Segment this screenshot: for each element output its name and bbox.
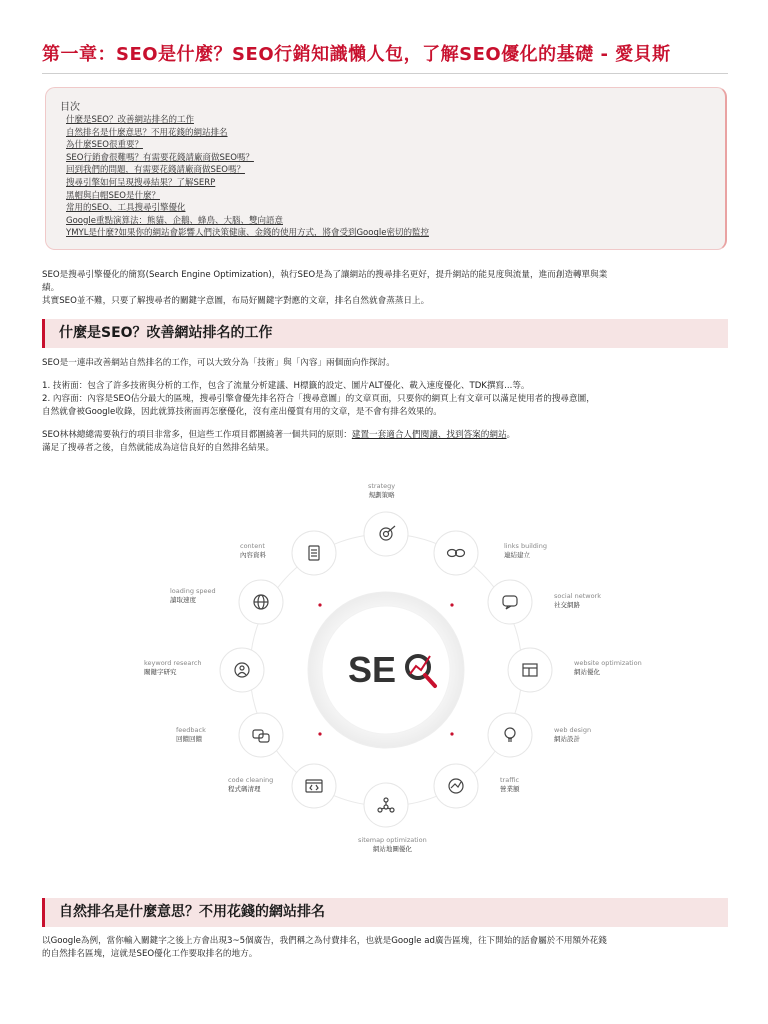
node-label-zh: 網站設計 [554, 735, 580, 743]
node-label-zh: 社交網路 [554, 601, 580, 609]
node-label-en: content [240, 542, 265, 550]
node-label [358, 836, 427, 854]
node-label-en: keyword research [144, 659, 202, 667]
node-label [144, 659, 202, 677]
toc-link[interactable]: 為什麼SEO很重要？ [66, 140, 143, 151]
node-label [176, 726, 206, 744]
list-line: 自然就會被Google收錄，因此就算技術面再怎麼優化，沒有產出優質有用的文章，是不會有排名效果的。 [42, 407, 442, 417]
page-title: 第一章：SEO是什麼？SEO行銷知識懶人包，了解SEO優化的基礎 - 愛貝斯 [42, 44, 671, 65]
section2-line: 以Google為例，當你輸入關鍵字之後上方會出現3~5個廣告，我們稱之為付費排名，也就是Google ad廣告區塊，往下開始的話會屬於不用額外花錢 [42, 936, 607, 946]
chat-heart-node [488, 580, 532, 624]
toc-link[interactable]: 回到我們的問題，有需要花錢請廠商做SEO嗎？ [66, 165, 245, 176]
section1-principle [42, 429, 732, 455]
node-label [504, 542, 547, 560]
node-label-en: web design [554, 726, 592, 734]
node-label [240, 542, 266, 560]
seo-diagram [42, 462, 728, 880]
toc-link[interactable]: Google重點演算法：熊貓、企鵝、蜂鳥、大腦、雙向語意 [66, 215, 283, 226]
section-heading: 自然排名是什麼意思？不用花錢的網站排名 [42, 898, 728, 927]
center-seo-text: SE [347, 649, 397, 690]
section1-paragraph: SEO是一連串改善網站自然排名的工作，可以大致分為「技術」與「內容」兩個面向作探討。 [42, 358, 395, 368]
toc-link[interactable]: 黑帽與白帽SEO是什麼？ [66, 190, 160, 201]
section1-list [42, 380, 732, 419]
node-circle [508, 648, 552, 692]
ring-accent-dot [450, 732, 453, 735]
toc-link[interactable]: 什麼是SEO？改善網站排名的工作 [66, 115, 194, 125]
node-label-en: code cleaning [228, 776, 274, 784]
toc-item [66, 127, 711, 140]
toc-item [66, 190, 711, 203]
node-label [554, 726, 591, 744]
node-label [368, 482, 395, 500]
toc-item [66, 139, 711, 152]
intro-line: 績。 [42, 283, 60, 293]
intro-paragraph [42, 269, 732, 308]
node-label-zh: 網站地圖優化 [372, 845, 412, 853]
list-line: 1. 技術面：包含了許多技術與分析的工作，包含了流量分析建議、H標籤的設定、圖片ALT優化、載入速度優化、TDK撰寫...等。 [42, 381, 530, 391]
principle-line: 滿足了搜尋者之後，自然就能成為這信良好的自然排名結果。 [42, 443, 275, 453]
node-label-en: feedback [176, 726, 206, 734]
toc-link[interactable]: YMYL是什麼?如果你的網站會影響人們決策健康、金錢的使用方式，將會受到Google密切的監控 [66, 228, 429, 239]
code-node [292, 764, 336, 808]
section2-paragraph [42, 935, 732, 961]
infinity-node [434, 531, 478, 575]
toc-link[interactable]: 自然排名是什麼意思？不用花錢的網站排名 [66, 127, 228, 138]
target-node [364, 512, 408, 556]
toc-item [66, 114, 711, 127]
node-circle [434, 764, 478, 808]
principle-text: SEO林林總總需要執行的項目非常多，但這些工作項目都圍繞著一個共同的原則： [42, 430, 352, 440]
toc-link[interactable]: 常用的SEO、工具搜尋引擎優化 [66, 203, 186, 214]
node-circle [239, 713, 283, 757]
principle-highlight: 建置一套適合人們閱讀、找到答案的網站 [351, 430, 507, 440]
chart-node [434, 764, 478, 808]
intro-line: 其實SEO並不難，只要了解搜尋者的關鍵字意圖，布局好關鍵字對應的文章，排名自然就會蒸蒸日上。 [42, 296, 430, 306]
node-label-en: social network [554, 592, 601, 600]
node-label-en: links building [504, 542, 547, 550]
section2-line: 的自然排名區塊，這就是SEO優化工作要取排名的地方。 [42, 949, 258, 959]
section-heading: 什麼是SEO？改善網站排名的工作 [42, 319, 728, 348]
node-label [554, 592, 601, 610]
toc-heading: 目次 [60, 102, 80, 113]
document-node [292, 531, 336, 575]
node-label [500, 776, 520, 794]
node-label-en: traffic [500, 776, 520, 784]
ring-accent-dot [318, 603, 321, 606]
node-label-zh: 程式碼清理 [228, 785, 261, 793]
node-label-zh: 網站優化 [574, 668, 600, 676]
node-label-en: website optimization [574, 659, 642, 667]
node-circle [488, 580, 532, 624]
node-circle [364, 512, 408, 556]
table-of-contents [45, 87, 727, 250]
toc-item [66, 215, 711, 228]
node-label-en: strategy [368, 482, 396, 490]
node-label-zh: 規劃策略 [368, 491, 395, 499]
keyword-node [220, 648, 264, 692]
feedback-node [239, 713, 283, 757]
toc-list [60, 114, 711, 240]
toc-item [66, 177, 711, 190]
node-circle [488, 713, 532, 757]
toc-item [66, 202, 711, 215]
node-label-zh: 營業額 [500, 785, 520, 793]
node-label-zh: 讀取速度 [170, 596, 196, 604]
layout-node [508, 648, 552, 692]
toc-link[interactable]: SEO行銷會很難嗎？有需要花錢請廠商做SEO嗎？ [66, 152, 254, 163]
toc-item [66, 152, 711, 165]
list-line: 2. 內容面：內容是SEO佔分最大的區塊，搜尋引擎會優先排名符合「搜尋意圖」的文章頁面，只要你的網頁上有文章可以滿足使用者的搜尋意圖， [42, 394, 595, 404]
bulb-node [488, 713, 532, 757]
ring-accent-dot [318, 732, 321, 735]
toc-item [66, 227, 711, 240]
principle-end: 。 [506, 430, 516, 440]
toc-link[interactable]: 搜尋引擎如何呈現搜尋結果？了解SERP [66, 177, 216, 188]
node-label-zh: 內容資料 [240, 551, 266, 559]
globe-node [239, 580, 283, 624]
toc-item [66, 164, 711, 177]
node-label-en: sitemap optimization [358, 836, 427, 844]
node-label-en: loading speed [170, 587, 216, 595]
node-label [228, 776, 273, 794]
sitemap-node [364, 783, 408, 827]
node-label-zh: 關鍵字研究 [144, 668, 177, 676]
title-divider [42, 73, 728, 74]
ring-accent-dot [450, 603, 453, 606]
node-label [170, 587, 216, 605]
intro-line: SEO是搜尋引擎優化的簡寫(Search Engine Optimization)，執行SEO是為了讓網站的搜尋排名更好，提升網站的能見度與流量，進而創造轉單與業 [42, 270, 608, 280]
node-circle [292, 764, 336, 808]
node-label-zh: 連結建立 [504, 551, 530, 559]
node-label [574, 659, 642, 677]
node-label-zh: 回饋回饋 [176, 735, 202, 743]
